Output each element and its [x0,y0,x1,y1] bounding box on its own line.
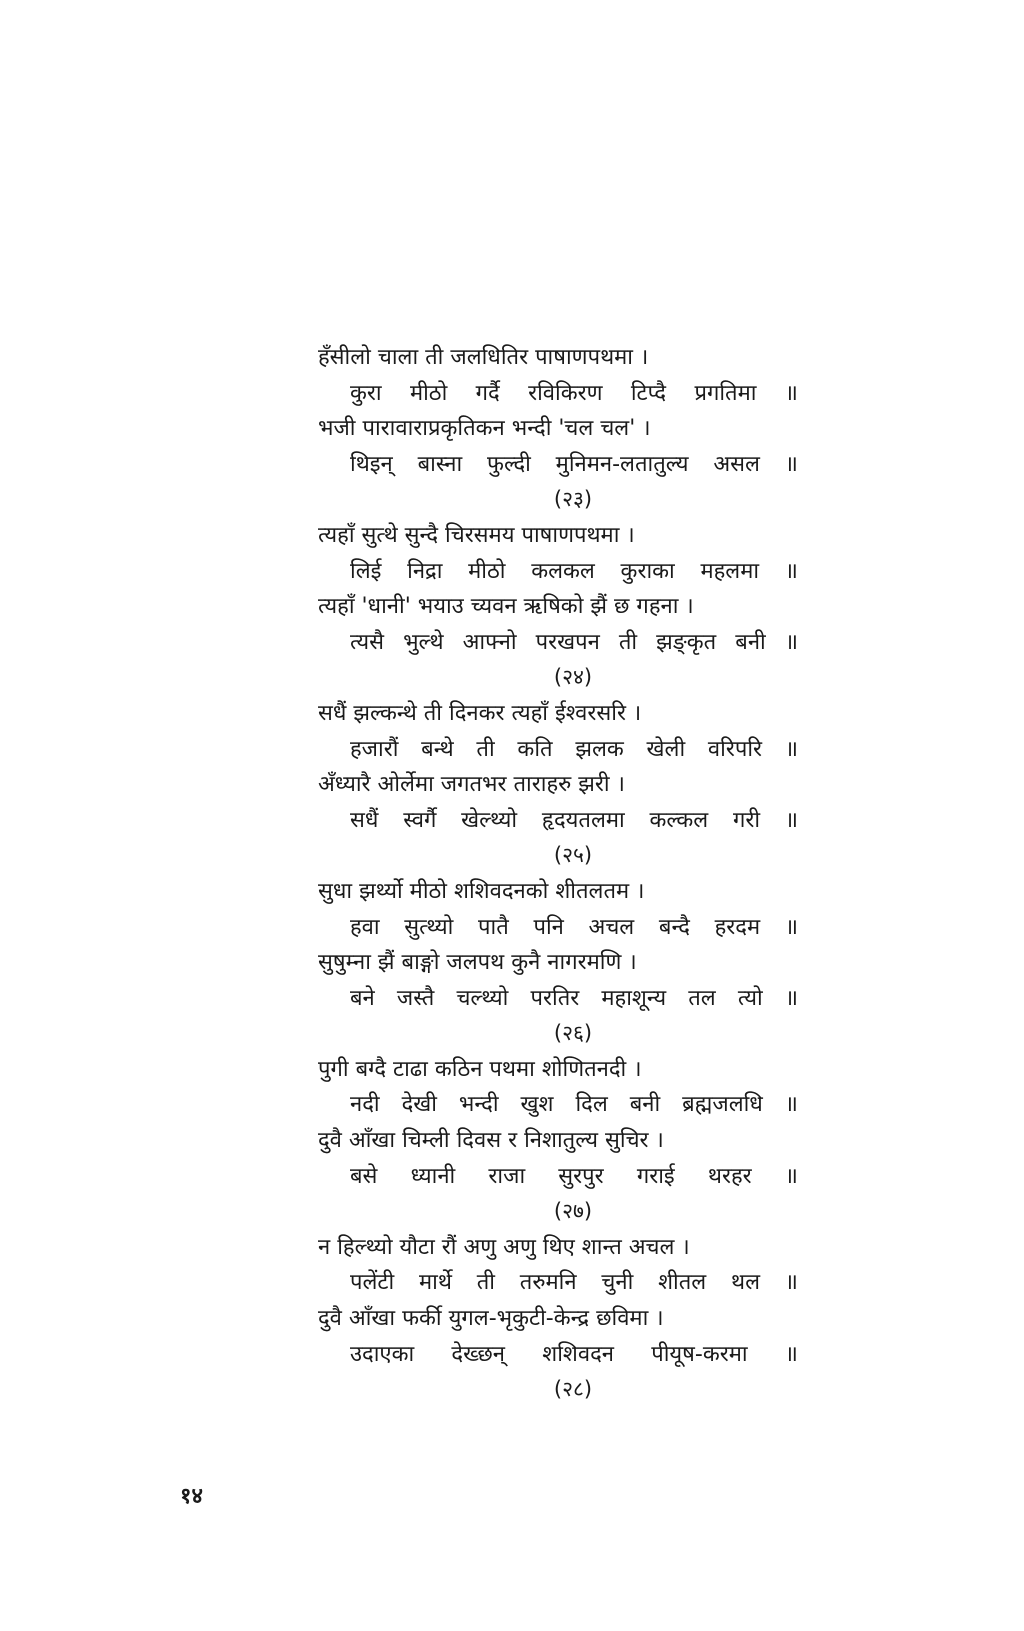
stanza-number: (२७) [553,1199,593,1224]
verse-line: पुगी बग्दै टाढा कठिन पथमा शोणितनदी । [318,1056,642,1082]
verse-line: बसे ध्यानी राजा सुरपुर गराई थरहर ॥ [350,1163,798,1189]
verse-line: नदी देखी भन्दी खुश दिल बनी ब्रह्मजलधि ॥ [350,1092,798,1118]
verse-line: हँसीलो चाला ती जलधितिर पाषाणपथमा । [318,345,649,370]
poem-body [318,340,798,1408]
verse-line: न हिल्थ्यो यौटा रौं अणु अणु थिए शान्त अचल । [318,1234,690,1260]
verse-line: सधैं झल्कन्थे ती दिनकर त्यहाँ ईश्वरसरि । [318,700,642,726]
verse-line: कुरा मीठो गर्दै रविकिरण टिप्दै प्रगतिमा ॥ [350,380,798,406]
stanza-number: (२६) [553,1021,593,1046]
stanza [318,874,798,1052]
verse-line: थिइन् बास्ना फुल्दी मुनिमन-लतातुल्य असल ॥ [350,451,798,477]
verse-line: दुवै आँखा चिम्ली दिवस र निशातुल्य सुचिर । [318,1128,664,1154]
verse-line: सुधा झर्थ्यो मीठो शशिवदनको शीतलतम । [318,878,645,904]
stanza-number: (२५) [553,843,593,868]
verse-line: लिई निद्रा मीठो कलकल कुराका महलमा ॥ [350,558,798,584]
stanza-number: (२८) [553,1377,593,1402]
verse-line: उदाएका देख्छन् शशिवदन पीयूष-करमा ॥ [350,1341,798,1367]
verse-line: त्यसै भुल्थे आफ्नो परखपन ती झङ्कृत बनी ॥ [350,629,798,655]
verse-line: हवा सुत्थ्यो पातै पनि अचल बन्दै हरदम ॥ [350,914,798,940]
page-number: १४ [180,1484,203,1509]
stanza [318,696,798,874]
stanza [318,518,798,696]
stanza-number: (२३) [553,487,593,512]
stanza [318,1230,798,1408]
stanza [318,340,798,518]
verse-line: त्यहाँ 'धानी' भयाउ च्यवन ऋषिको झैं छ गहना । [318,594,694,620]
verse-line: सुषुम्ना झैं बाङ्गो जलपथ कुनै नागरमणि । [318,950,637,976]
verse-line: हजारौं बन्थे ती कति झलक खेली वरिपरि ॥ [350,736,798,762]
verse-line: दुवै आँखा फर्की युगल-भृकुटी-केन्द्र छविमा । [318,1306,664,1332]
verse-line: अँध्यारै ओर्लेमा जगतभर ताराहरु झरी । [318,772,625,798]
verse-line: त्यहाँ सुत्थे सुन्दै चिरसमय पाषाणपथमा । [318,522,635,548]
stanza-number: (२४) [553,665,593,690]
verse-line: पलेंटी मार्थे ती तरुमनि चुनी शीतल थल ॥ [350,1270,798,1296]
verse-line: सधैं स्वर्गै खेल्थ्यो हृदयतलमा कल्कल गरी ॥ [350,807,798,833]
verse-line: बने जस्तै चल्थ्यो परतिर महाशून्य तल त्यो ॥ [350,985,798,1011]
stanza [318,1052,798,1230]
verse-line: भजी पारावाराप्रकृतिकन भन्दी 'चल चल' । [318,416,651,442]
